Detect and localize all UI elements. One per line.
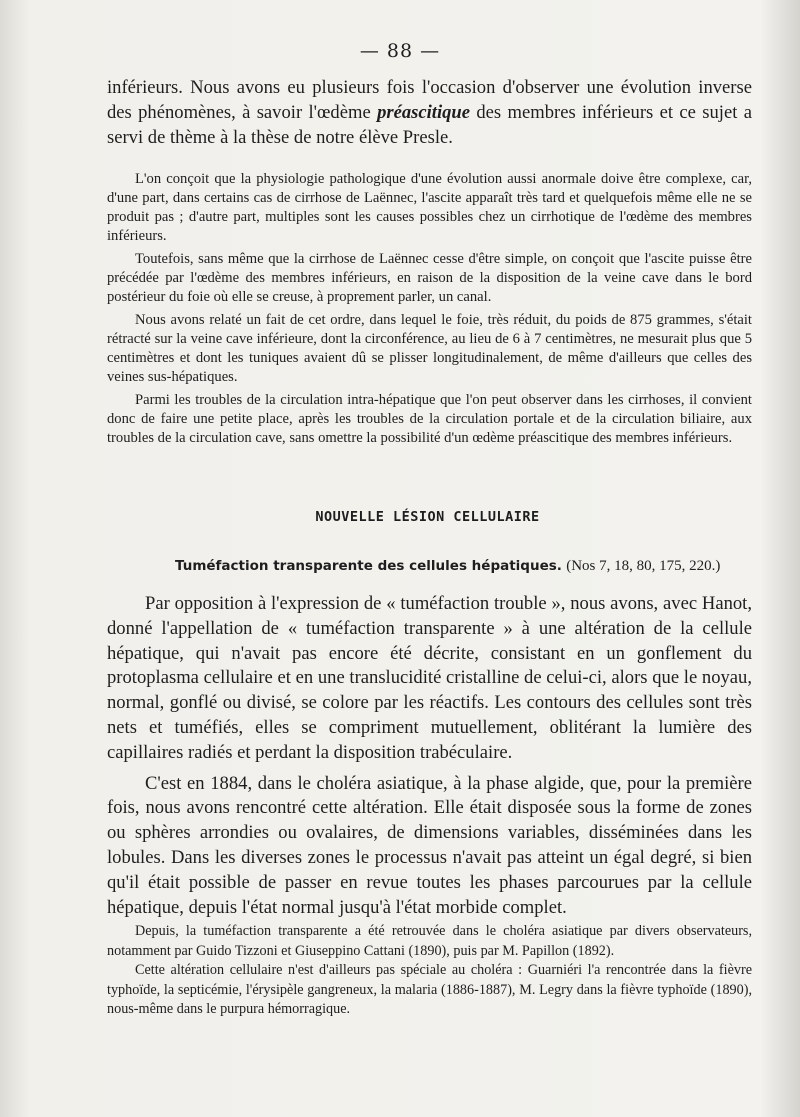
small-paragraph: L'on conçoit que la physiologie pathologique d'une évolution aussi anormale doive être complexe, car, d'une part, dans certains cas de cirrhose de Laënnec, l'ascite apparaît très tard et quelquefois même elle ne se produit pas ; d'autre part, multiples sont les causes possibles chez un cirrhotique de l'œdème des membres inférieurs.: [107, 171, 752, 244]
small-paragraph: Toutefois, sans même que la cirrhose de Laënnec cesse d'être simple, on conçoit que l'ascite puisse être précédée par l'œdème des membres inférieurs, en raison de la disposition de la veine cave dans le bord postérieur du foie où elle se creuse, à proprement parler, un canal.: [107, 251, 752, 305]
subtitle-references: (Nos 7, 18, 80, 175, 220.): [566, 558, 721, 574]
section-title: NOUVELLE LÉSION CELLULAIRE: [315, 509, 540, 525]
page-number: — 88 —: [359, 40, 441, 62]
small-print-block: [107, 170, 752, 448]
intro-paragraph: [107, 76, 752, 150]
intro-text-after: des membres inférieurs et ce sujet a servi de thème à la thèse de notre élève Presle.: [107, 101, 752, 148]
subtitle-text: Tuméfaction transparente des cellules hépatiques.: [175, 558, 562, 574]
main-paragraph: C'est en 1884, dans le choléra asiatique, à la phase algide, que, pour la première fois, nous avons rencontré cette altération. Elle était disposée sous la forme de zones ou sphères arrondies ou ovalaires, de dimensions variables, disséminées dans les lobules. Dans les diverses zones le processus n'avait pas atteint un égal degré, si bien qu'il était possible de passer en revue toutes les phases parcourues par la cellule hépatique, depuis l'état normal jusqu'à l'état morbide complet.: [107, 772, 752, 918]
note-paragraph: Depuis, la tuméfaction transparente a été retrouvée dans le choléra asiatique par divers observateurs, notamment par Guido Tizzoni et Giuseppino Cattani (1890), puis par M. Papillon (1892).: [107, 923, 752, 959]
section-subtitle: [175, 558, 765, 575]
notes-block: [107, 922, 752, 1020]
note-paragraph: Cette altération cellulaire n'est d'ailleurs pas spéciale au choléra : Guarniéri l'a rencontrée dans la fièvre typhoïde, la septicémie, l'érysipèle gangreneux, la malaria (1886-1887), M. Legry dans la fièvre typhoïde (1890), nous-même dans le purpura hémorragique.: [107, 962, 752, 1017]
intro-paragraph-block: [107, 76, 752, 150]
intro-text-before: inférieurs. Nous avons eu plusieurs fois l'occasion d'observer une évolution inverse des phénomènes, à savoir l'œdème: [107, 77, 752, 123]
small-paragraph: Parmi les troubles de la circulation intra-hépatique que l'on peut observer dans les cirrhoses, il convient donc de faire une petite place, après les troubles de la circulation portale et de la circulation biliaire, aux troubles de la circulation cave, sans omettre la possibilité d'un œdème préascitique des membres inférieurs.: [107, 392, 752, 446]
main-text-block: [107, 592, 752, 920]
main-paragraph: Par opposition à l'expression de « tuméfaction trouble », nous avons, avec Hanot, donné l'appellation de « tuméfaction transparente » à une altération de la cellule hépatique, qui n'avait pas encore été décrite, consistant en un gonflement du protoplasma cellulaire et en une translucidité cristalline de celui-ci, alors que le noyau, normal, gonflé ou divisé, se colore par les réactifs. Les contours des cellules sont très nets et tuméfiés, elles se compriment mutuellement, oblitérant la lumière des capillaires radiés et perdant la disposition trabéculaire.: [107, 593, 752, 763]
small-paragraph: Nous avons relaté un fait de cet ordre, dans lequel le foie, très réduit, du poids de 875 grammes, s'était rétracté sur la veine cave inférieure, dont la circonférence, au lieu de 6 à 7 centimètres, ne mesurait plus que 5 centimètres et dont les tuniques avaient dû se plisser longitudinalement, de même d'ailleurs que celles des veines sus-hépatiques.: [107, 312, 752, 385]
intro-emphasis: préascitique: [377, 101, 471, 123]
